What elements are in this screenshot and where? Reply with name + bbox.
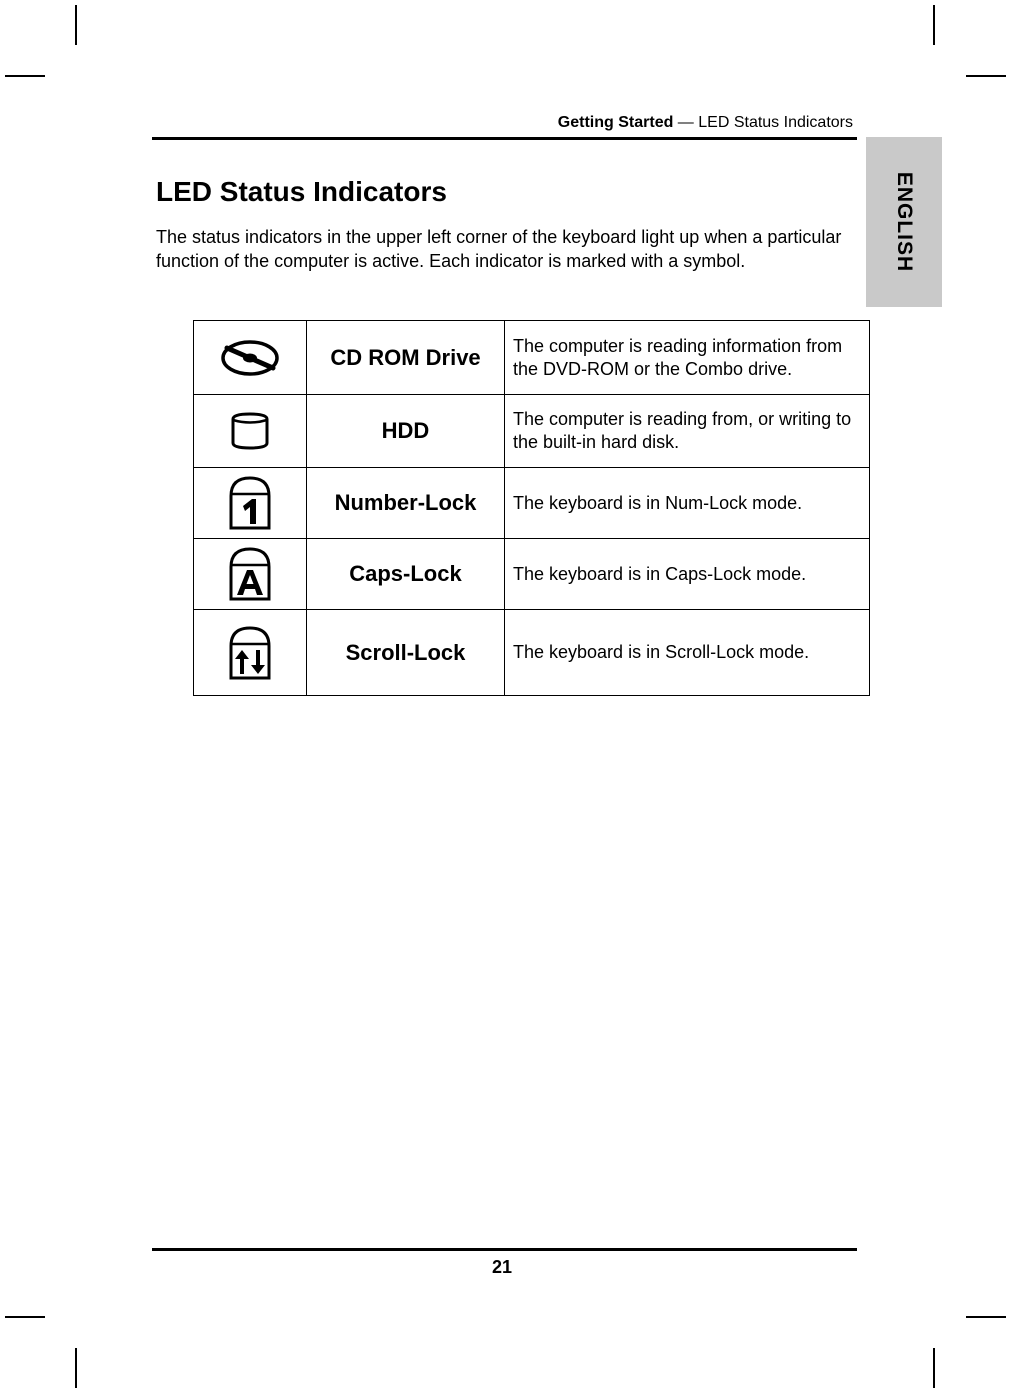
crop-mark bbox=[933, 1348, 935, 1388]
crop-mark bbox=[966, 1316, 1006, 1318]
page-title: LED Status Indicators bbox=[156, 176, 447, 207]
indicator-description: The computer is reading information from the DVD-ROM or the Combo drive. bbox=[505, 321, 870, 395]
indicator-name: HDD bbox=[307, 395, 505, 468]
number-lock-icon bbox=[227, 474, 273, 532]
language-tab-label: ENGLISH bbox=[893, 171, 916, 273]
table-row bbox=[194, 395, 870, 468]
crop-mark bbox=[966, 75, 1006, 77]
caps-lock-icon bbox=[227, 545, 273, 603]
icon-cell bbox=[194, 321, 307, 395]
table-row bbox=[194, 468, 870, 539]
indicator-description: The keyboard is in Scroll-Lock mode. bbox=[505, 610, 870, 696]
indicator-description: The keyboard is in Num-Lock mode. bbox=[505, 468, 870, 539]
header-section: Getting Started bbox=[557, 114, 674, 131]
page-number: 21 bbox=[491, 1257, 513, 1277]
scroll-lock-icon bbox=[227, 624, 273, 682]
crop-mark bbox=[5, 75, 45, 77]
table-row bbox=[194, 539, 870, 610]
crop-mark bbox=[75, 1348, 77, 1388]
table-row bbox=[194, 610, 870, 696]
icon-cell bbox=[194, 539, 307, 610]
indicator-name: CD ROM Drive bbox=[307, 321, 505, 395]
hdd-icon bbox=[228, 410, 272, 452]
icon-cell bbox=[194, 468, 307, 539]
cd-rom-icon bbox=[220, 338, 280, 378]
indicator-name: Scroll-Lock bbox=[307, 610, 505, 696]
indicator-description: The keyboard is in Caps-Lock mode. bbox=[505, 539, 870, 610]
footer-rule bbox=[152, 1248, 857, 1251]
led-indicator-table bbox=[193, 320, 870, 696]
header-rule bbox=[152, 137, 857, 140]
crop-mark bbox=[933, 5, 935, 45]
table-row bbox=[194, 321, 870, 395]
indicator-name: Number-Lock bbox=[307, 468, 505, 539]
intro-paragraph: The status indicators in the upper left corner of the keyboard light up when a particular function of the computer is active. Each indicator is marked with a symbol. bbox=[156, 227, 842, 271]
crop-mark bbox=[75, 5, 77, 45]
indicator-name: Caps-Lock bbox=[307, 539, 505, 610]
running-header bbox=[152, 114, 853, 132]
indicator-description: The computer is reading from, or writing to the built-in hard disk. bbox=[505, 395, 870, 468]
crop-mark bbox=[5, 1316, 45, 1318]
language-tab bbox=[866, 137, 942, 307]
header-separator: — bbox=[673, 114, 699, 131]
icon-cell bbox=[194, 610, 307, 696]
icon-cell bbox=[194, 395, 307, 468]
header-topic: LED Status Indicators bbox=[698, 114, 853, 131]
